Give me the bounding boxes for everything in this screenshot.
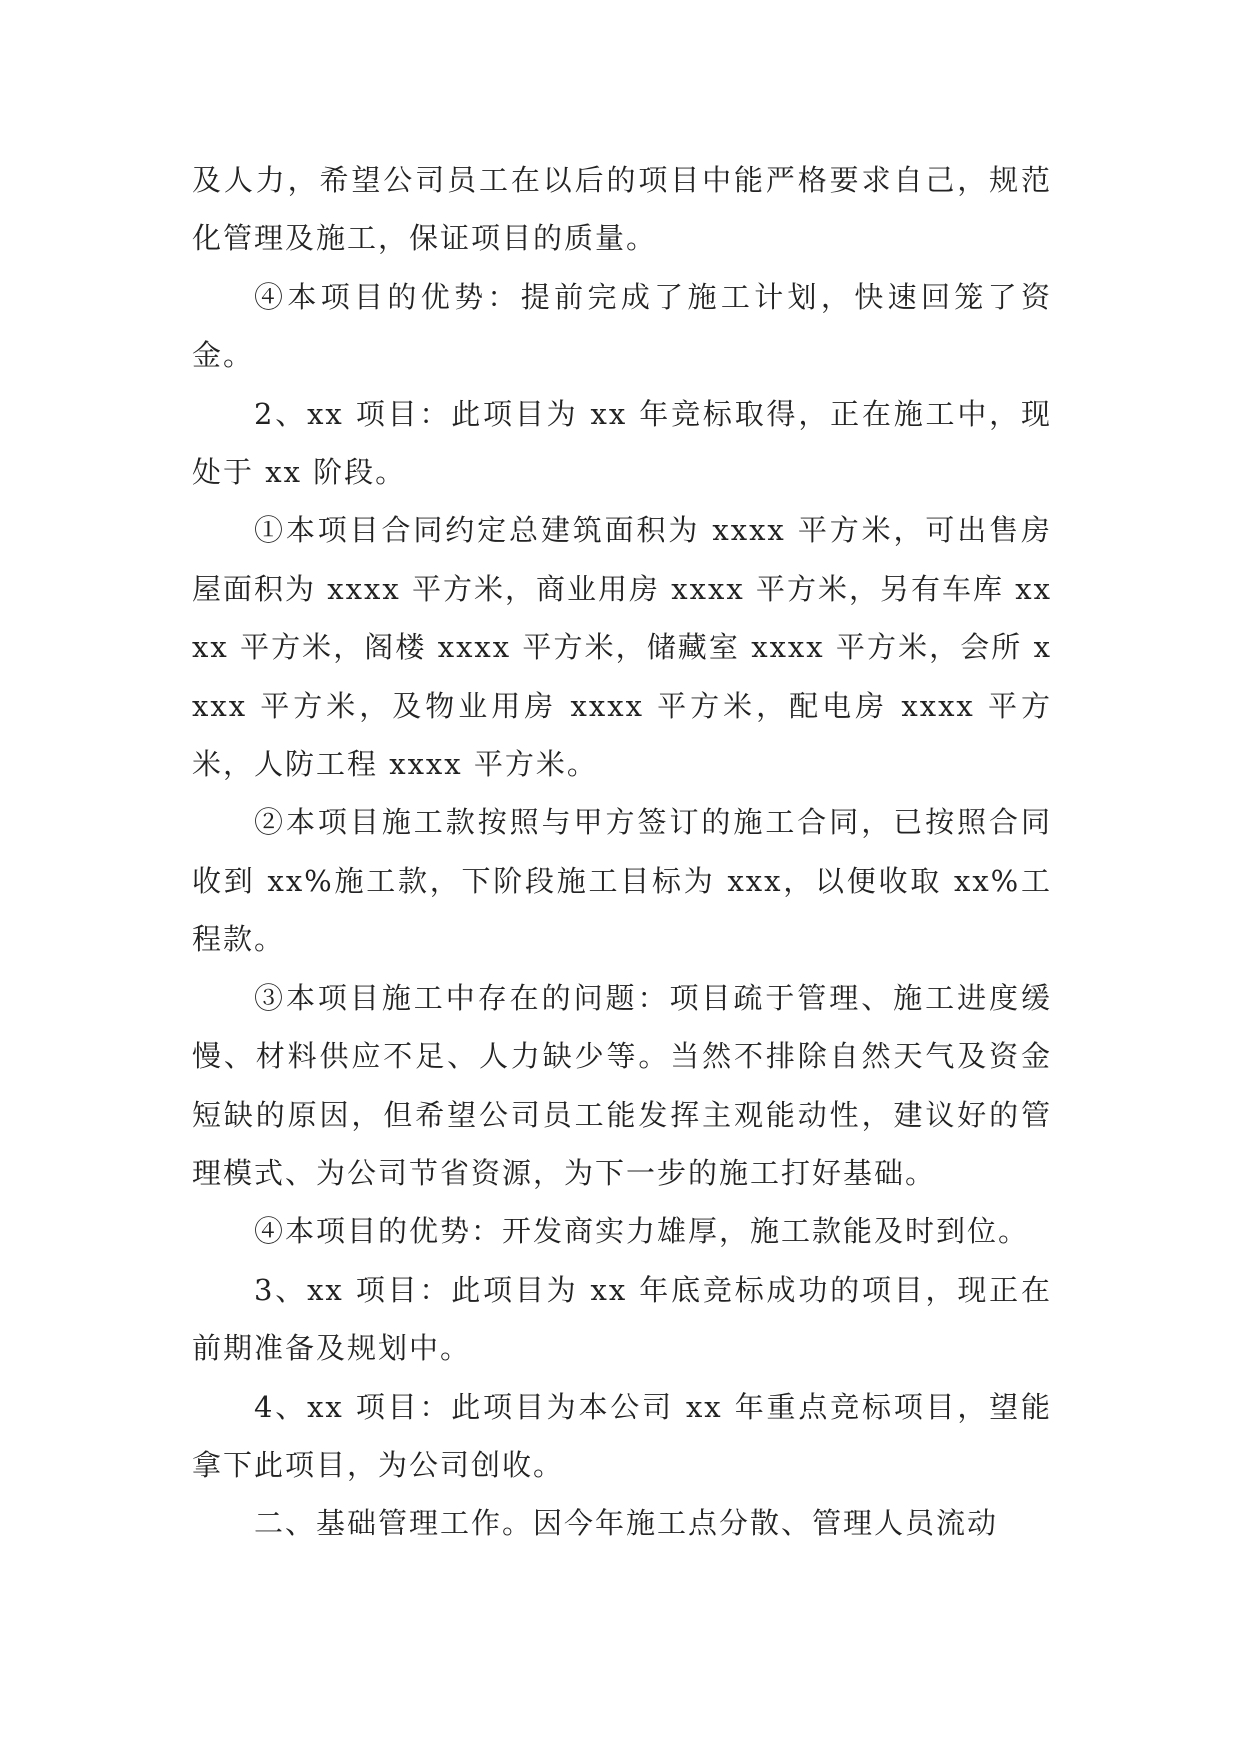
paragraph-1: 及人力，希望公司员工在以后的项目中能严格要求自己，规范化管理及施工，保证项目的质量。 [192, 163, 1052, 256]
paragraph-8: 3、xx 项目：此项目为 xx 年底竞标成功的项目，现正在前期准备及规划中。 [192, 1272, 1052, 1366]
paragraph-4: ①本项目合同约定总建筑面积为 xxxx 平方米，可出售房屋面积为 xxxx 平方米，商业用房 xxxx 平方米，另有车库 xxxx 平方米，阁楼 xxxx 平方米，储藏室 xxxx 平方米，会所 xxxx 平方米，及物业用房 xxxx 平方米，配电房 xxxx 平方米，人防工程 xxxx 平方米。 [192, 513, 1052, 782]
paragraph-3: 2、xx 项目：此项目为 xx 年竞标取得，正在施工中，现处于 xx 阶段。 [192, 396, 1052, 490]
paragraph-5: ②本项目施工款按照与甲方签订的施工合同，已按照合同收到 xx%施工款，下阶段施工目标为 xxx，以便收取 xx%工程款。 [192, 805, 1052, 957]
paragraph-2: ④本项目的优势：提前完成了施工计划，快速回笼了资金。 [192, 279, 1052, 373]
document-body [192, 151, 1052, 1553]
paragraph-6: ③本项目施工中存在的问题：项目疏于管理、施工进度缓慢、材料供应不足、人力缺少等。当然不排除自然天气及资金短缺的原因，但希望公司员工能发挥主观能动性，建议好的管理模式、为公司节省资源，为下一步的施工打好基础。 [192, 980, 1052, 1190]
paragraph-7: ④本项目的优势：开发商实力雄厚，施工款能及时到位。 [254, 1214, 1030, 1249]
paragraph-9: 4、xx 项目：此项目为本公司 xx 年重点竞标项目，望能拿下此项目，为公司创收。 [192, 1389, 1052, 1482]
paragraph-10: 二、基础管理工作。因今年施工点分散、管理人员流动 [254, 1506, 999, 1541]
